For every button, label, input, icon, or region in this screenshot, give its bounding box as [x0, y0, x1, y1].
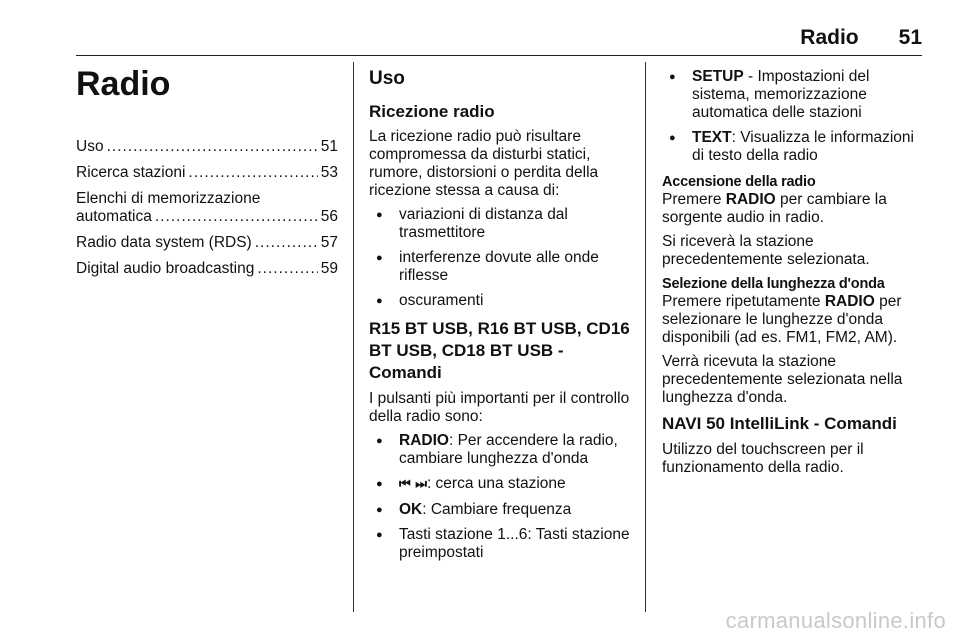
column-1 [76, 58, 338, 286]
navi50-paragraph: Utilizzo del touchscreen per il funzionamento della radio. [662, 441, 864, 476]
list-item: ● OK: Cambiare frequenza [369, 501, 635, 519]
key-label: SETUP [692, 68, 744, 85]
column-divider-1 [353, 62, 354, 612]
header-section-title: Radio [800, 26, 859, 49]
list-item: ● interferenze dovute alle onde riflesse [369, 249, 635, 285]
column-3 [662, 58, 924, 483]
key-label: RADIO [399, 432, 449, 449]
key-label: TEXT [692, 129, 732, 146]
reception-intro: La ricezione radio può risultare compromessa da disturbi statici, rumore, distorsioni o perdita della ricezione stessa a causa di: [369, 128, 599, 199]
subheading-controls: R15 BT USB, R16 BT USB, CD16 BT USB, CD18 BT USB - Comandi [369, 319, 630, 382]
list-item: ● oscuramenti [369, 292, 635, 310]
running-header [800, 26, 922, 54]
subheading-navi50: NAVI 50 IntelliLink - Comandi [662, 414, 897, 433]
radio-on-paragraph: Premere RADIO per cambiare la sorgente audio in radio. [662, 191, 887, 226]
header-rule [76, 55, 922, 56]
list-item: ● variazioni di distanza dal trasmettitore [369, 206, 635, 242]
list-item: ● SETUP - Impostazioni del sistema, memorizzazione automatica delle stazioni [662, 68, 924, 122]
toc-entry-dab[interactable]: Digital audio broadcasting ..... 59 [76, 260, 338, 278]
band-paragraph-2: Verrà ricevuta la stazione precedentemente selezionata nella lunghezza d'onda. [662, 353, 903, 406]
list-item: ● Tasti stazione 1...6: Tasti stazione preimpostati [369, 526, 635, 562]
section-heading-uso: Uso [369, 68, 405, 89]
watermark: carmanualsonline.info [725, 608, 946, 633]
setup-text-list [662, 68, 924, 165]
subheading-band-selection: Selezione della lunghezza d'onda [662, 276, 885, 292]
chapter-title: Radio [76, 65, 171, 103]
list-item: ● TEXT: Visualizza le informazioni di testo della radio [662, 129, 924, 165]
toc-entry-ricerca-stazioni[interactable]: Ricerca stazioni ..... 53 [76, 164, 338, 182]
column-divider-2 [645, 62, 646, 612]
controls-list [369, 432, 635, 562]
reception-causes-list [369, 206, 635, 310]
list-item: ● RADIO: Per accendere la radio, cambiare lunghezza d'onda [369, 432, 635, 468]
seek-keys-icon: ⏮ ⏭ [399, 477, 427, 492]
list-item: ● ⏮ ⏭: cerca una stazione [369, 475, 635, 494]
subheading-ricezione-radio: Ricezione radio [369, 102, 495, 121]
toc-entry-uso[interactable]: Uso ..... 51 [76, 138, 338, 156]
radio-on-paragraph-2: Si riceverà la stazione precedentemente selezionata. [662, 233, 870, 268]
table-of-contents [76, 138, 338, 278]
subheading-accensione: Accensione della radio [662, 174, 816, 190]
header-page-number: 51 [898, 26, 922, 49]
band-paragraph: Premere ripetutamente RADIO per selezionare le lunghezze d'onda disponibili (ad es. FM1, FM2, AM). [662, 293, 902, 346]
column-2 [369, 58, 635, 570]
toc-entry-rds[interactable]: Radio data system (RDS) ..... 57 [76, 234, 338, 252]
controls-intro: I pulsanti più importanti per il controllo della radio sono: [369, 390, 630, 425]
key-label: OK [399, 501, 423, 518]
toc-entry-elenchi-memorizzazione[interactable]: Elenchi di memorizzazione automatica ..... 56 [76, 190, 338, 226]
